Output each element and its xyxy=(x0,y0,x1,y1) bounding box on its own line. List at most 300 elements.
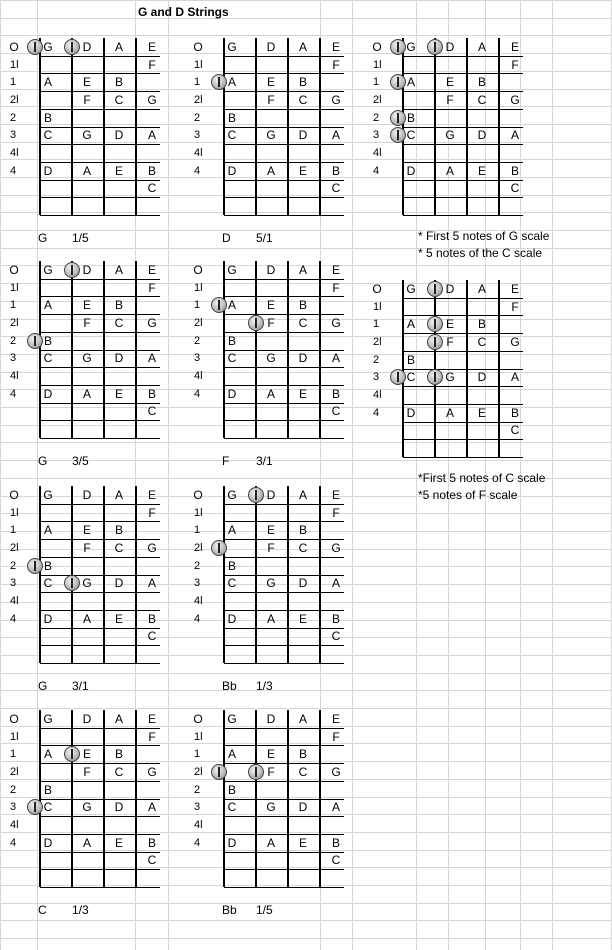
diagram-caption-ratio: 1/3 xyxy=(256,679,273,693)
note-cell: A xyxy=(331,351,341,366)
diagram-caption-key: Bb xyxy=(222,679,237,693)
note-cell: E xyxy=(298,386,308,401)
fretboard-diagram xyxy=(0,38,170,228)
note-cell: A xyxy=(43,298,53,313)
fret-label: 2 xyxy=(194,111,201,124)
fret-label: 3 xyxy=(194,577,201,590)
fret-line xyxy=(224,438,344,439)
note-c-scale-first: *First 5 notes of C scale xyxy=(418,471,546,485)
fret-label: 4 xyxy=(373,406,380,419)
note-cell: E xyxy=(445,75,455,90)
diagram-caption-ratio: 3/1 xyxy=(72,679,89,693)
note-cell: C xyxy=(227,128,237,143)
string-name: D xyxy=(266,39,276,54)
fretboard-diagram xyxy=(184,261,354,451)
fret-label: 3 xyxy=(194,129,201,142)
string-name: D xyxy=(266,711,276,726)
fret-label: 1l xyxy=(373,300,382,313)
note-cell: G xyxy=(82,128,92,143)
note-cell: C xyxy=(43,128,53,143)
fret-label: 4l xyxy=(194,147,203,160)
fret-label: 1 xyxy=(10,299,17,312)
finger-position-marker xyxy=(211,540,227,556)
note-cell: F xyxy=(332,729,340,744)
fret-label: 2 xyxy=(10,783,17,796)
fret-line xyxy=(40,279,160,280)
fret-label: 4 xyxy=(10,612,17,625)
fret-label: 1 xyxy=(10,524,17,537)
note-cell: D xyxy=(406,405,416,420)
note-cell: A xyxy=(331,128,341,143)
diagram-caption-key: F xyxy=(222,454,230,468)
note-cell: G xyxy=(266,128,276,143)
open-label: O xyxy=(193,262,203,277)
string-name: G xyxy=(43,487,53,502)
note-cell: A xyxy=(266,386,276,401)
note-cell: B xyxy=(147,611,157,626)
note-cell: A xyxy=(510,370,520,385)
note-cell: A xyxy=(227,523,237,538)
note-cell: B xyxy=(477,75,487,90)
fret-label: 2 xyxy=(194,783,201,796)
fret-label: 4l xyxy=(194,370,203,383)
note-cell: C xyxy=(114,315,124,330)
fret-line xyxy=(224,663,344,664)
string-name: E xyxy=(510,39,520,54)
fret-line xyxy=(40,628,160,629)
note-cell: B xyxy=(331,835,341,850)
note-cell: C xyxy=(406,370,416,385)
note-cell: C xyxy=(227,576,237,591)
note-cell: G xyxy=(331,764,341,779)
string-name: D xyxy=(266,262,276,277)
fret-line xyxy=(40,869,160,870)
note-cell: G xyxy=(147,764,157,779)
note-cell: F xyxy=(83,764,91,779)
diagram-caption-key: Bb xyxy=(222,903,237,917)
fret-label: 2 xyxy=(373,353,380,366)
note-cell: C xyxy=(331,404,341,419)
note-cell: F xyxy=(332,280,340,295)
note-cell: B xyxy=(227,558,237,573)
note-cell: B xyxy=(298,747,308,762)
note-cell: C xyxy=(114,92,124,107)
note-cell: F xyxy=(267,540,275,555)
note-cell: A xyxy=(82,835,92,850)
fret-line xyxy=(403,162,523,163)
note-cell: D xyxy=(114,800,124,815)
note-cell: D xyxy=(298,800,308,815)
finger-position-marker xyxy=(427,39,443,55)
fret-label: 1 xyxy=(10,748,17,761)
note-cell: E xyxy=(298,835,308,850)
fret-line xyxy=(40,332,160,333)
string-name: G xyxy=(43,711,53,726)
string-name: E xyxy=(147,262,157,277)
diagram-caption-key: D xyxy=(222,231,231,245)
fret-label: 1l xyxy=(10,506,19,519)
note-c-scale: * 5 notes of the C scale xyxy=(418,246,543,260)
note-cell: F xyxy=(511,57,519,72)
note-cell: E xyxy=(114,611,124,626)
fret-line xyxy=(403,73,523,74)
note-cell: D xyxy=(227,163,237,178)
fret-line xyxy=(40,645,160,646)
fret-label: 4 xyxy=(194,836,201,849)
fret-label: 2l xyxy=(10,765,19,778)
note-cell: B xyxy=(331,386,341,401)
note-cell: C xyxy=(298,540,308,555)
fretboard-diagram xyxy=(0,261,170,451)
fret-label: 4 xyxy=(194,387,201,400)
note-cell: C xyxy=(331,181,341,196)
fret-line xyxy=(224,332,344,333)
fret-line xyxy=(40,781,160,782)
note-cell: E xyxy=(266,75,276,90)
note-cell: F xyxy=(446,334,454,349)
finger-position-marker xyxy=(211,764,227,780)
note-cell: C xyxy=(147,629,157,644)
fret-label: 3 xyxy=(194,801,201,814)
finger-position-marker xyxy=(27,333,43,349)
string-name: A xyxy=(477,281,487,296)
fretboard-diagram xyxy=(0,710,170,900)
fret-label: 2l xyxy=(10,541,19,554)
fret-line xyxy=(224,745,344,746)
note-cell: A xyxy=(43,523,53,538)
string-name: A xyxy=(114,711,124,726)
string-name: D xyxy=(445,39,455,54)
diagram-caption-ratio: 3/1 xyxy=(256,454,273,468)
fret-label: 1 xyxy=(194,76,201,89)
note-cell: D xyxy=(114,128,124,143)
finger-position-marker xyxy=(248,315,264,331)
finger-position-marker xyxy=(248,487,264,503)
fret-line xyxy=(224,91,344,92)
fret-line xyxy=(40,763,160,764)
fret-line xyxy=(40,56,160,57)
note-cell: F xyxy=(83,315,91,330)
note-cell: B xyxy=(510,163,520,178)
open-label: O xyxy=(193,711,203,726)
fret-label: 1 xyxy=(194,524,201,537)
note-cell: C xyxy=(331,853,341,868)
note-cell: A xyxy=(445,163,455,178)
note-cell: A xyxy=(82,163,92,178)
note-cell: F xyxy=(83,92,91,107)
string-name: E xyxy=(331,39,341,54)
fret-line xyxy=(403,197,523,198)
grid-col-line xyxy=(552,0,553,950)
open-label: O xyxy=(9,262,19,277)
finger-position-marker xyxy=(27,799,43,815)
fret-label: 2l xyxy=(194,316,203,329)
fret-line xyxy=(224,314,344,315)
finger-position-marker xyxy=(390,39,406,55)
note-cell: G xyxy=(331,540,341,555)
fret-line xyxy=(224,144,344,145)
note-cell: C xyxy=(298,764,308,779)
note-cell: A xyxy=(406,317,416,332)
fret-label: 2l xyxy=(373,335,382,348)
note-cell: C xyxy=(114,764,124,779)
fretboard-diagram xyxy=(184,486,354,676)
fret-line xyxy=(40,575,160,576)
string-name: A xyxy=(298,39,308,54)
fret-line xyxy=(403,298,523,299)
fret-line xyxy=(403,404,523,405)
fretboard-diagram xyxy=(184,38,354,228)
finger-position-marker xyxy=(427,369,443,385)
note-cell: A xyxy=(331,800,341,815)
note-cell: D xyxy=(114,351,124,366)
note-cell: C xyxy=(298,315,308,330)
fret-line xyxy=(40,420,160,421)
fret-line xyxy=(224,610,344,611)
note-cell: B xyxy=(43,558,53,573)
note-cell: C xyxy=(406,128,416,143)
note-cell: D xyxy=(477,370,487,385)
open-label: O xyxy=(372,281,382,296)
fret-line xyxy=(40,887,160,888)
fret-line xyxy=(224,763,344,764)
fret-line xyxy=(224,215,344,216)
note-cell: F xyxy=(83,540,91,555)
fret-line xyxy=(40,296,160,297)
fret-line xyxy=(224,728,344,729)
string-name: E xyxy=(147,487,157,502)
note-cell: A xyxy=(227,747,237,762)
note-cell: C xyxy=(510,181,520,196)
string-name: E xyxy=(147,39,157,54)
fret-label: 4l xyxy=(10,147,19,160)
fret-line xyxy=(40,816,160,817)
fret-label: 1l xyxy=(194,58,203,71)
note-cell: G xyxy=(147,315,157,330)
fret-line xyxy=(403,386,523,387)
fret-line xyxy=(224,180,344,181)
fret-label: 3 xyxy=(10,352,17,365)
fret-label: 1 xyxy=(373,76,380,89)
fret-label: 4 xyxy=(10,836,17,849)
note-cell: B xyxy=(43,333,53,348)
fret-line xyxy=(224,887,344,888)
note-cell: C xyxy=(227,351,237,366)
string-name: E xyxy=(331,711,341,726)
note-cell: B xyxy=(227,110,237,125)
diagram-caption-ratio: 1/5 xyxy=(72,231,89,245)
finger-position-marker xyxy=(427,334,443,350)
fret-label: 2 xyxy=(194,559,201,572)
fretboard-diagram xyxy=(0,486,170,676)
diagram-caption-key: G xyxy=(38,454,48,468)
note-cell: C xyxy=(147,181,157,196)
fret-label: 2l xyxy=(10,316,19,329)
fret-label: 3 xyxy=(373,371,380,384)
diagram-caption-ratio: 3/5 xyxy=(72,454,89,468)
fret-label: 4 xyxy=(194,612,201,625)
note-cell: F xyxy=(267,315,275,330)
fretboard-diagram xyxy=(363,38,533,228)
string-name: G xyxy=(227,487,237,502)
note-cell: C xyxy=(510,423,520,438)
fret-line xyxy=(224,197,344,198)
finger-position-marker xyxy=(27,39,43,55)
fret-line xyxy=(40,144,160,145)
fret-line xyxy=(40,215,160,216)
note-cell: G xyxy=(82,576,92,591)
note-cell: E xyxy=(82,298,92,313)
fret-line xyxy=(224,279,344,280)
fret-label: 2l xyxy=(10,93,19,106)
finger-position-marker xyxy=(64,575,80,591)
fret-line xyxy=(224,127,344,128)
note-cell: B xyxy=(477,317,487,332)
note-cell: A xyxy=(266,163,276,178)
note-cell: C xyxy=(43,800,53,815)
finger-position-marker xyxy=(390,369,406,385)
fret-label: 4l xyxy=(373,147,382,160)
fret-line xyxy=(40,385,160,386)
fret-line xyxy=(40,367,160,368)
note-cell: B xyxy=(147,386,157,401)
fret-label: 4 xyxy=(194,164,201,177)
fret-label: 1l xyxy=(194,506,203,519)
note-cell: B xyxy=(406,352,416,367)
fret-label: 1l xyxy=(10,730,19,743)
note-cell: E xyxy=(82,75,92,90)
fret-label: 4 xyxy=(373,164,380,177)
fret-line xyxy=(224,403,344,404)
fret-label: 4l xyxy=(373,389,382,402)
note-cell: A xyxy=(82,611,92,626)
fret-label: 4 xyxy=(10,164,17,177)
fret-label: 4l xyxy=(194,819,203,832)
open-label: O xyxy=(9,487,19,502)
note-cell: B xyxy=(114,523,124,538)
fret-line xyxy=(40,197,160,198)
fret-line xyxy=(40,852,160,853)
note-f-scale: *5 notes of F scale xyxy=(418,488,518,502)
string-name: A xyxy=(298,487,308,502)
fret-line xyxy=(224,504,344,505)
fret-label: 3 xyxy=(10,577,17,590)
fret-line xyxy=(224,645,344,646)
fret-line xyxy=(224,575,344,576)
note-cell: B xyxy=(298,75,308,90)
note-cell: E xyxy=(266,298,276,313)
fret-line xyxy=(403,144,523,145)
note-cell: B xyxy=(227,782,237,797)
note-cell: A xyxy=(227,75,237,90)
fret-line xyxy=(224,869,344,870)
string-name: D xyxy=(82,262,92,277)
string-name: A xyxy=(114,487,124,502)
fret-label: 1 xyxy=(194,748,201,761)
string-name: D xyxy=(82,711,92,726)
note-cell: B xyxy=(331,163,341,178)
note-cell: A xyxy=(43,75,53,90)
fret-label: 3 xyxy=(10,129,17,142)
note-cell: B xyxy=(227,333,237,348)
note-cell: C xyxy=(477,334,487,349)
note-cell: E xyxy=(114,163,124,178)
diagram-caption-ratio: 1/3 xyxy=(72,903,89,917)
fret-line xyxy=(40,162,160,163)
fret-label: 2l xyxy=(373,93,382,106)
fret-line xyxy=(403,457,523,458)
fret-line xyxy=(224,557,344,558)
fret-label: 4l xyxy=(10,819,19,832)
note-cell: A xyxy=(266,835,276,850)
note-cell: B xyxy=(510,405,520,420)
fret-label: 1l xyxy=(194,730,203,743)
note-cell: F xyxy=(148,57,156,72)
fret-label: 2l xyxy=(194,541,203,554)
string-name: D xyxy=(82,39,92,54)
fret-line xyxy=(224,367,344,368)
fret-line xyxy=(40,834,160,835)
fret-label: 1l xyxy=(10,281,19,294)
fret-line xyxy=(40,799,160,800)
note-cell: A xyxy=(147,576,157,591)
note-cell: G xyxy=(147,540,157,555)
note-cell: G xyxy=(266,351,276,366)
note-cell: C xyxy=(147,853,157,868)
note-cell: A xyxy=(43,747,53,762)
note-cell: E xyxy=(266,523,276,538)
note-cell: D xyxy=(43,835,53,850)
fret-label: 2l xyxy=(194,765,203,778)
note-cell: B xyxy=(114,75,124,90)
finger-position-marker xyxy=(211,297,227,313)
fret-line xyxy=(224,73,344,74)
fret-line xyxy=(403,180,523,181)
note-cell: D xyxy=(227,611,237,626)
note-cell: G xyxy=(147,92,157,107)
fret-line xyxy=(403,109,523,110)
fret-line xyxy=(40,73,160,74)
note-cell: C xyxy=(331,629,341,644)
note-cell: B xyxy=(147,163,157,178)
note-cell: D xyxy=(227,835,237,850)
note-cell: F xyxy=(267,92,275,107)
fret-line xyxy=(40,745,160,746)
note-cell: A xyxy=(227,298,237,313)
fret-label: 2 xyxy=(10,111,17,124)
note-cell: A xyxy=(147,351,157,366)
note-cell: A xyxy=(266,611,276,626)
fret-line xyxy=(403,215,523,216)
fret-line xyxy=(403,91,523,92)
fret-line xyxy=(40,728,160,729)
fret-label: 1l xyxy=(194,281,203,294)
fret-line xyxy=(224,521,344,522)
note-cell: D xyxy=(227,386,237,401)
note-cell: F xyxy=(148,280,156,295)
fret-label: 1l xyxy=(373,58,382,71)
note-cell: C xyxy=(114,540,124,555)
finger-position-marker xyxy=(427,316,443,332)
fret-line xyxy=(40,91,160,92)
fret-line xyxy=(224,834,344,835)
note-cell: F xyxy=(332,57,340,72)
note-cell: D xyxy=(298,351,308,366)
fretboard-diagram xyxy=(363,280,533,470)
note-cell: G xyxy=(445,370,455,385)
note-cell: C xyxy=(227,800,237,815)
fret-line xyxy=(224,385,344,386)
